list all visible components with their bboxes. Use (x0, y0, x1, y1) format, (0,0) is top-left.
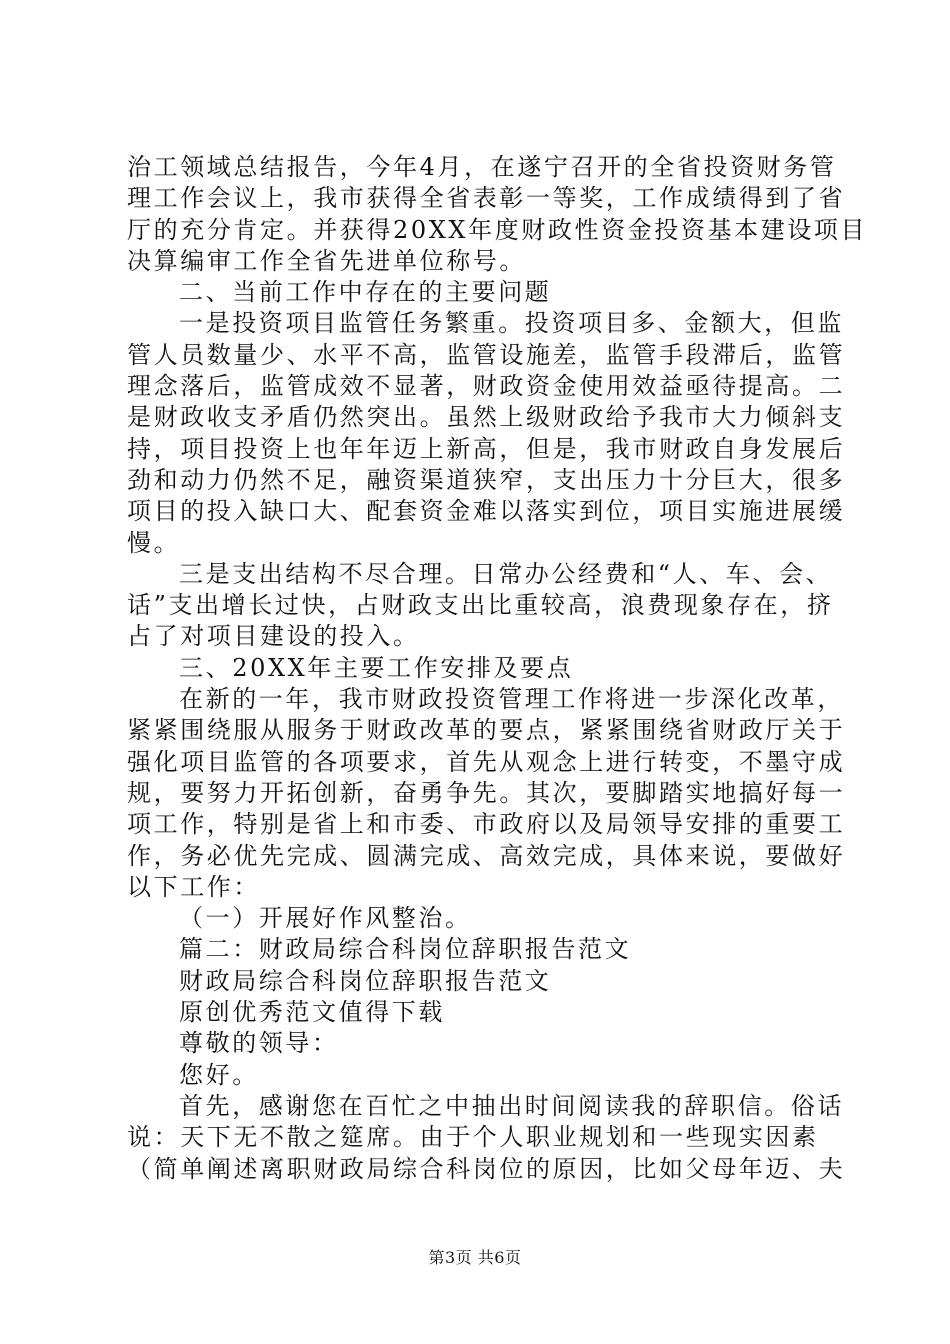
text-line: 项目的投入缺口大、配套资金难以落实到位，项目实施进展缓 (127, 497, 846, 526)
text-line: 作，务必优先完成、圆满完成、高效完成，具体来说，要做好 (127, 841, 846, 870)
text-line: 规，要努力开拓创新，奋勇争先。其次，要脚踏实地搞好每一 (127, 778, 846, 807)
text-line: 是财政收支矛盾仍然突出。虽然上级财政给予我市大力倾斜支 (127, 403, 846, 432)
text-line: 项工作，特别是省上和市委、市政府以及局领导安排的重要工 (127, 810, 846, 839)
text-line: 原创优秀范文值得下载 (179, 998, 445, 1027)
text-line: 理念落后，监管成效不显著，财政资金使用效益亟待提高。二 (127, 372, 846, 401)
text-line: 劲和动力仍然不足，融资渠道狭窄，支出压力十分巨大，很多 (127, 465, 846, 494)
text-line: 三、20XX年主要工作安排及要点 (179, 653, 574, 682)
text-line: 占了对项目建设的投入。 (127, 622, 420, 651)
text-line: 决算编审工作全省先进单位称号。 (127, 246, 526, 275)
text-line: 理工作会议上，我市获得全省表彰一等奖，工作成绩得到了省 (127, 184, 846, 213)
text-line: 在新的一年，我市财政投资管理工作将进一步深化改革， (179, 685, 844, 714)
text-line: （简单阐述离职财政局综合科岗位的原因，比如父母年迈、夫 (127, 1154, 846, 1183)
text-line: 说：天下无不散之筵席。由于个人职业规划和一些现实因素 (127, 1123, 819, 1152)
text-line: （一）开展好作风整治。 (179, 904, 472, 933)
text-line: 强化项目监管的各项要求，首先从观念上进行转变，不墨守成 (127, 747, 846, 776)
page-footer: 第3页 共6页 (428, 1248, 522, 1267)
text-line: 厅的充分肯定。并获得20XX年度财政性资金投资基本建设项目 (127, 215, 868, 244)
text-line: 慢。 (127, 528, 181, 557)
text-line: 持，项目投资上也年年迈上新高，但是，我市财政自身发展后 (127, 434, 846, 463)
text-line: 以下工作： (127, 872, 260, 901)
text-line: 首先，感谢您在百忙之中抽出时间阅读我的辞职信。俗话 (179, 1091, 844, 1120)
text-line: 篇二：财政局综合科岗位辞职报告范文 (179, 935, 632, 964)
text-line: 一是投资项目监管任务繁重。投资项目多、金额大，但监 (179, 309, 844, 338)
text-line: 紧紧围绕服从服务于财政改革的要点，紧紧围绕省财政厅关于 (127, 716, 846, 745)
text-line: 尊敬的领导： (179, 1029, 339, 1058)
text-line: 治工领域总结报告，今年4月，在遂宁召开的全省投资财务管 (127, 153, 837, 181)
text-line: 二、当前工作中存在的主要问题 (179, 278, 552, 307)
document-body (127, 152, 868, 1185)
text-line: 您好。 (179, 1060, 259, 1089)
text-line: 管人员数量少、水平不高，监管设施差，监管手段滞后，监管 (127, 340, 846, 369)
text-line: 话”支出增长过快，占财政支出比重较高，浪费现象存在，挤 (127, 591, 834, 620)
text-line: 三是支出结构不尽合理。日常办公经费和“人、车、会、 (179, 559, 833, 588)
text-line: 财政局综合科岗位辞职报告范文 (179, 966, 552, 995)
